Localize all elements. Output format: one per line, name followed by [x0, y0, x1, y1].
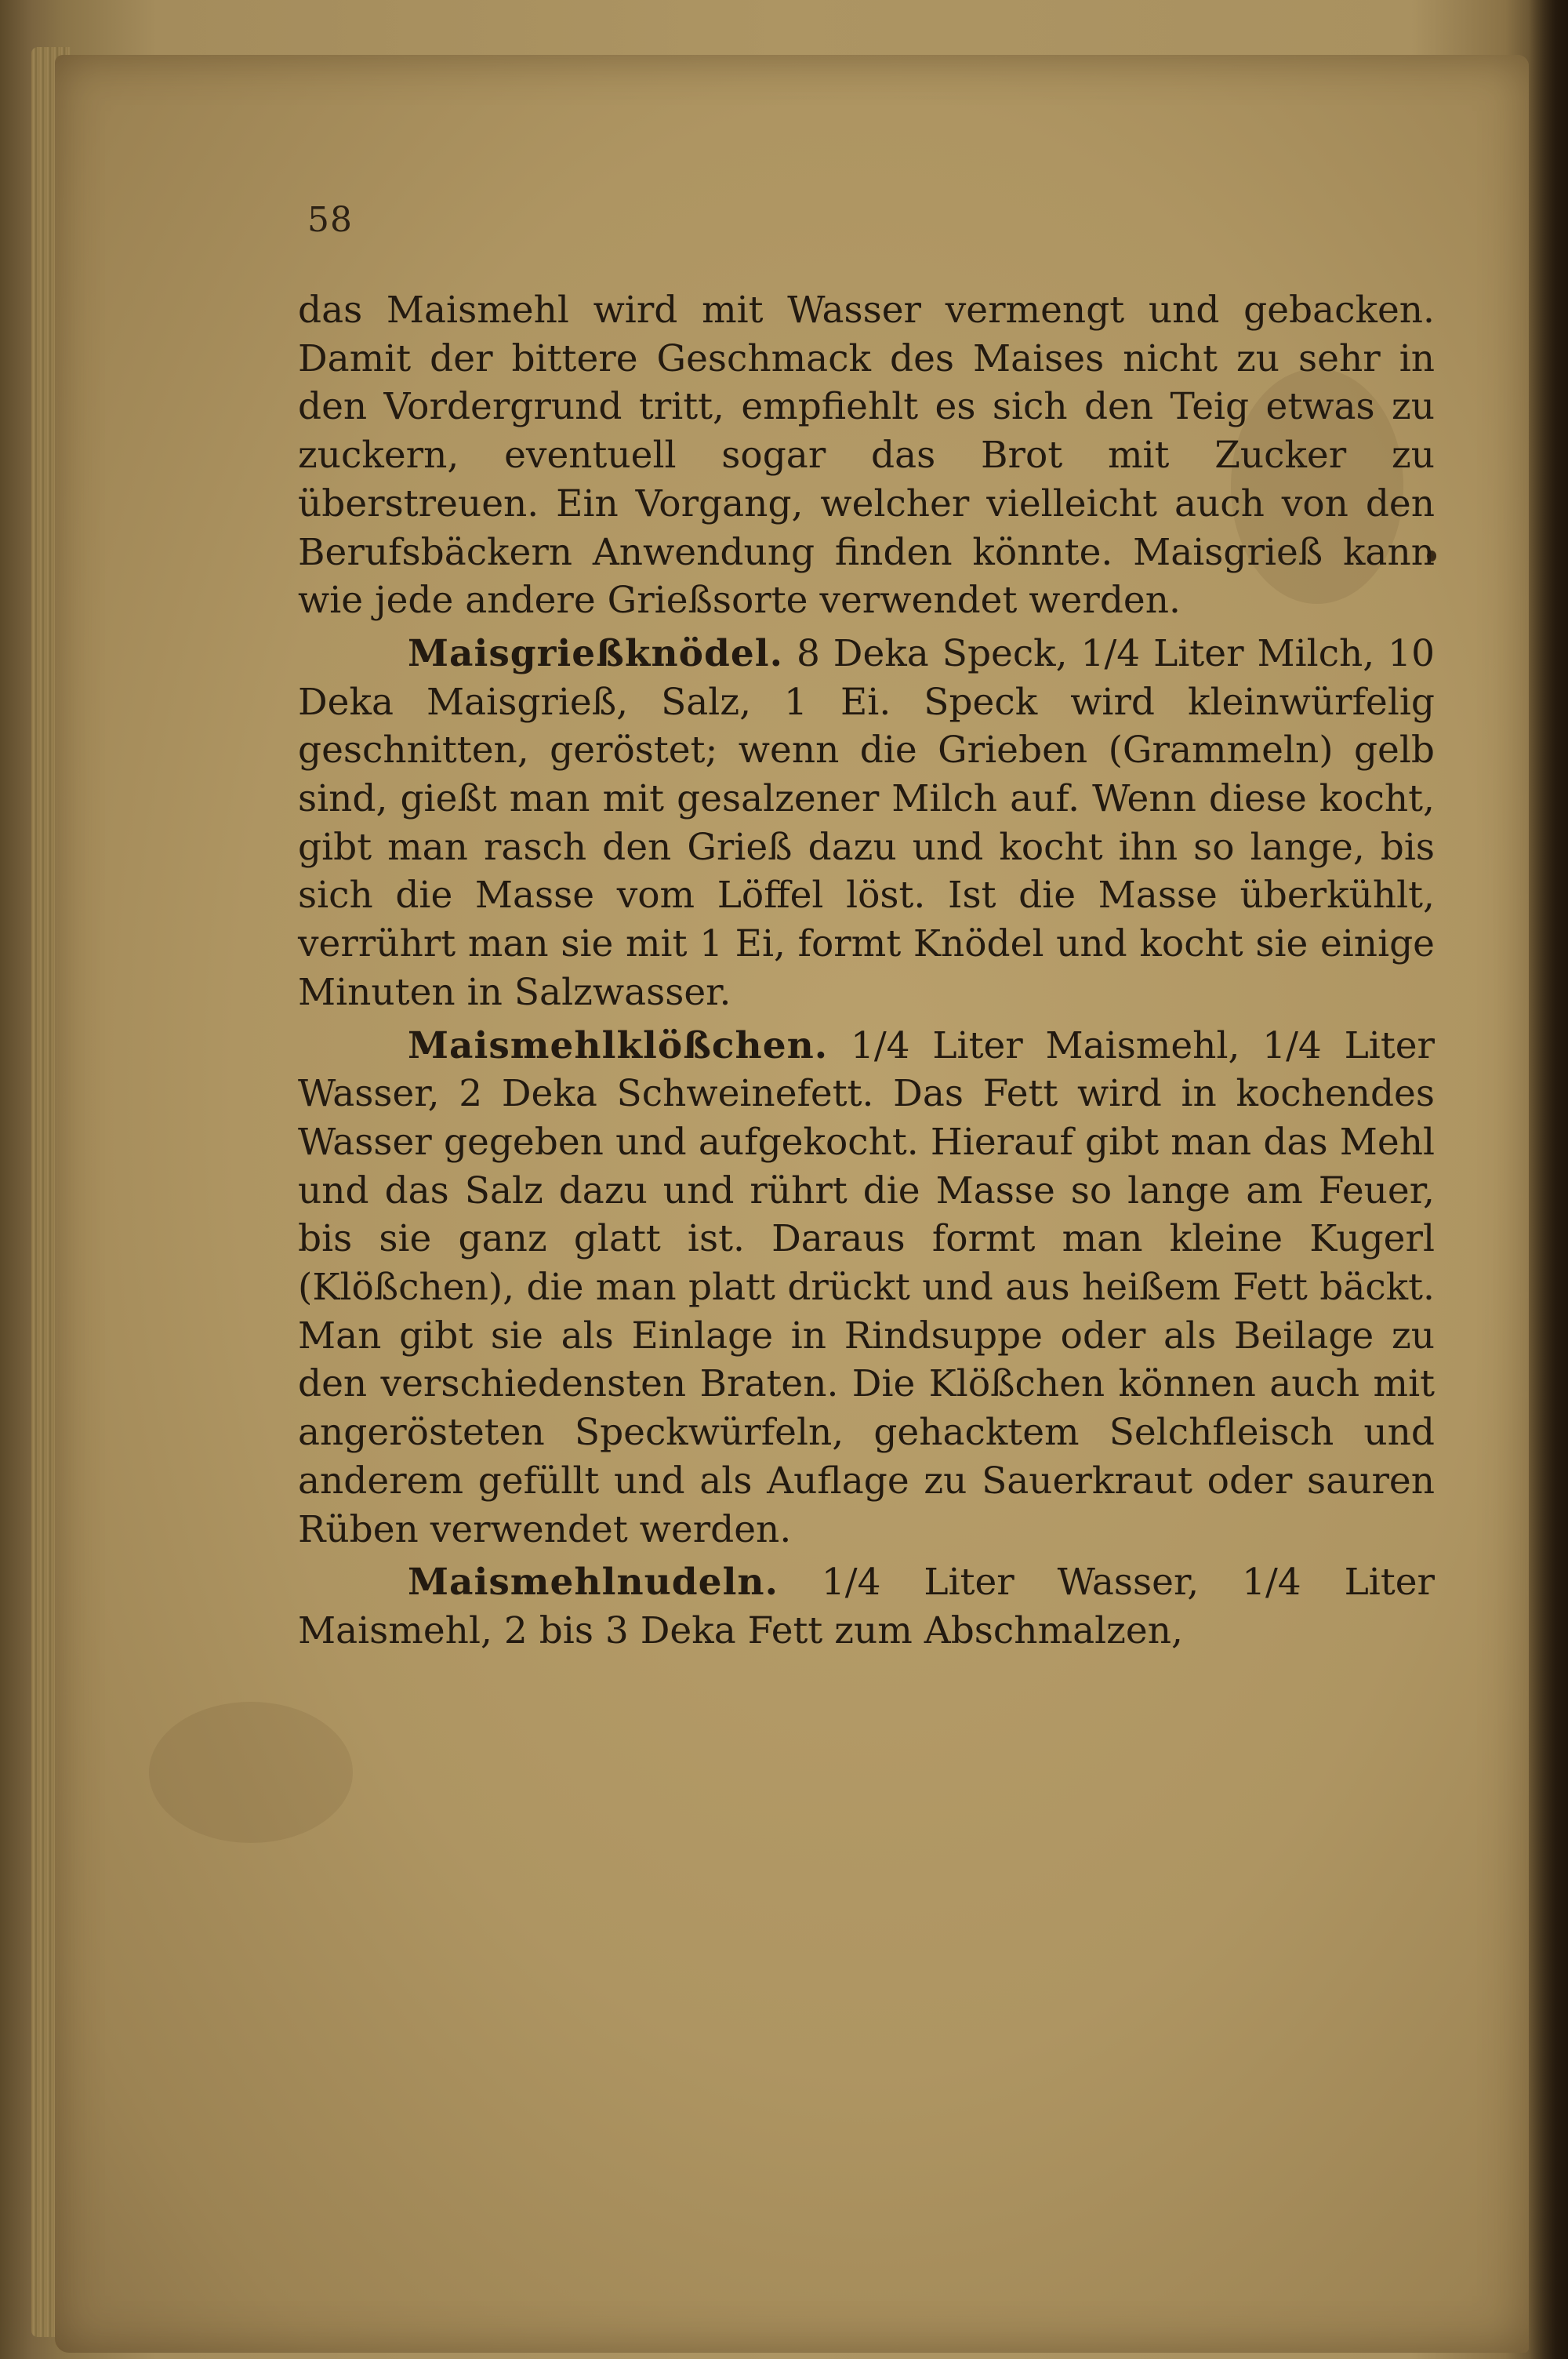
body-text: [298, 286, 1435, 1656]
recipe-text: 1/4 Liter Wasser, 1/4 Liter Maismehl, 2 bis 3 Deka Fett zum Abschmalzen,: [298, 1561, 1435, 1652]
page-number: 58: [307, 200, 353, 240]
recipe-heading: Maismehlnudeln.: [408, 1561, 779, 1605]
paper-stain: [149, 1702, 353, 1843]
paragraph-maismehl: [298, 286, 1435, 625]
recipe-maismehlkloesschen: [298, 1022, 1435, 1554]
recipe-text: 8 Deka Speck, 1/4 Liter Milch, 10 Deka Maisgrieß, Salz, 1 Ei. Speck wird kleinwürfelig geschnitten, geröstet; wenn die Grieben (Grammeln) gelb sind, gießt man mit gesalzener Milch auf. Wenn diese kocht, gibt man rasch den Grieß dazu und kocht ihn so lange, bis sich die Masse vom Löffel löst. Ist die Masse überkühlt, verrührt man sie mit 1 Ei, formt Knödel und kocht sie einige Minuten in Salzwasser.: [298, 631, 1435, 1014]
recipe-maisgriessknoedel: [298, 630, 1435, 1017]
recipe-text: 1/4 Liter Maismehl, 1/4 Liter Wasser, 2 Deka Schweinefett. Das Fett wird in kochendes Wasser gegeben und aufgekocht. Hierauf gibt man das Mehl und das Salz dazu und rührt die Masse so lange am Feuer, bis sie ganz glatt ist. Daraus formt man kleine Kugerl (Klößchen), die man platt drückt und aus heißem Fett bäckt. Man gibt sie als Einlage in Rindsuppe oder als Beilage zu den verschiedensten Braten. Die Klößchen können auch mit angerösteten Speckwürfeln, gehacktem Selchfleisch und anderem gefüllt und als Auflage zu Sauerkraut oder sauren Rüben verwendet werden.: [298, 1023, 1435, 1551]
recipe-maismehlnudeln: [298, 1558, 1435, 1655]
paragraph-text: das Maismehl wird mit Wasser vermengt und gebacken. Damit der bittere Geschmack des Maises nicht zu sehr in den Vordergrund tritt, empfiehlt es sich den Teig etwas zu zuckern, eventuell sogar das Brot mit Zucker zu überstreuen. Ein Vorgang, welcher vielleicht auch von den Berufsbäckern Anwendung finden könnte. Maisgrieß kann wie jede andere Grießsorte verwendet werden.: [298, 289, 1435, 623]
recipe-heading: Maisgrießknödel.: [408, 631, 783, 675]
binding-shadow: [1529, 0, 1568, 2359]
recipe-heading: Maismehlklößchen.: [408, 1023, 829, 1067]
